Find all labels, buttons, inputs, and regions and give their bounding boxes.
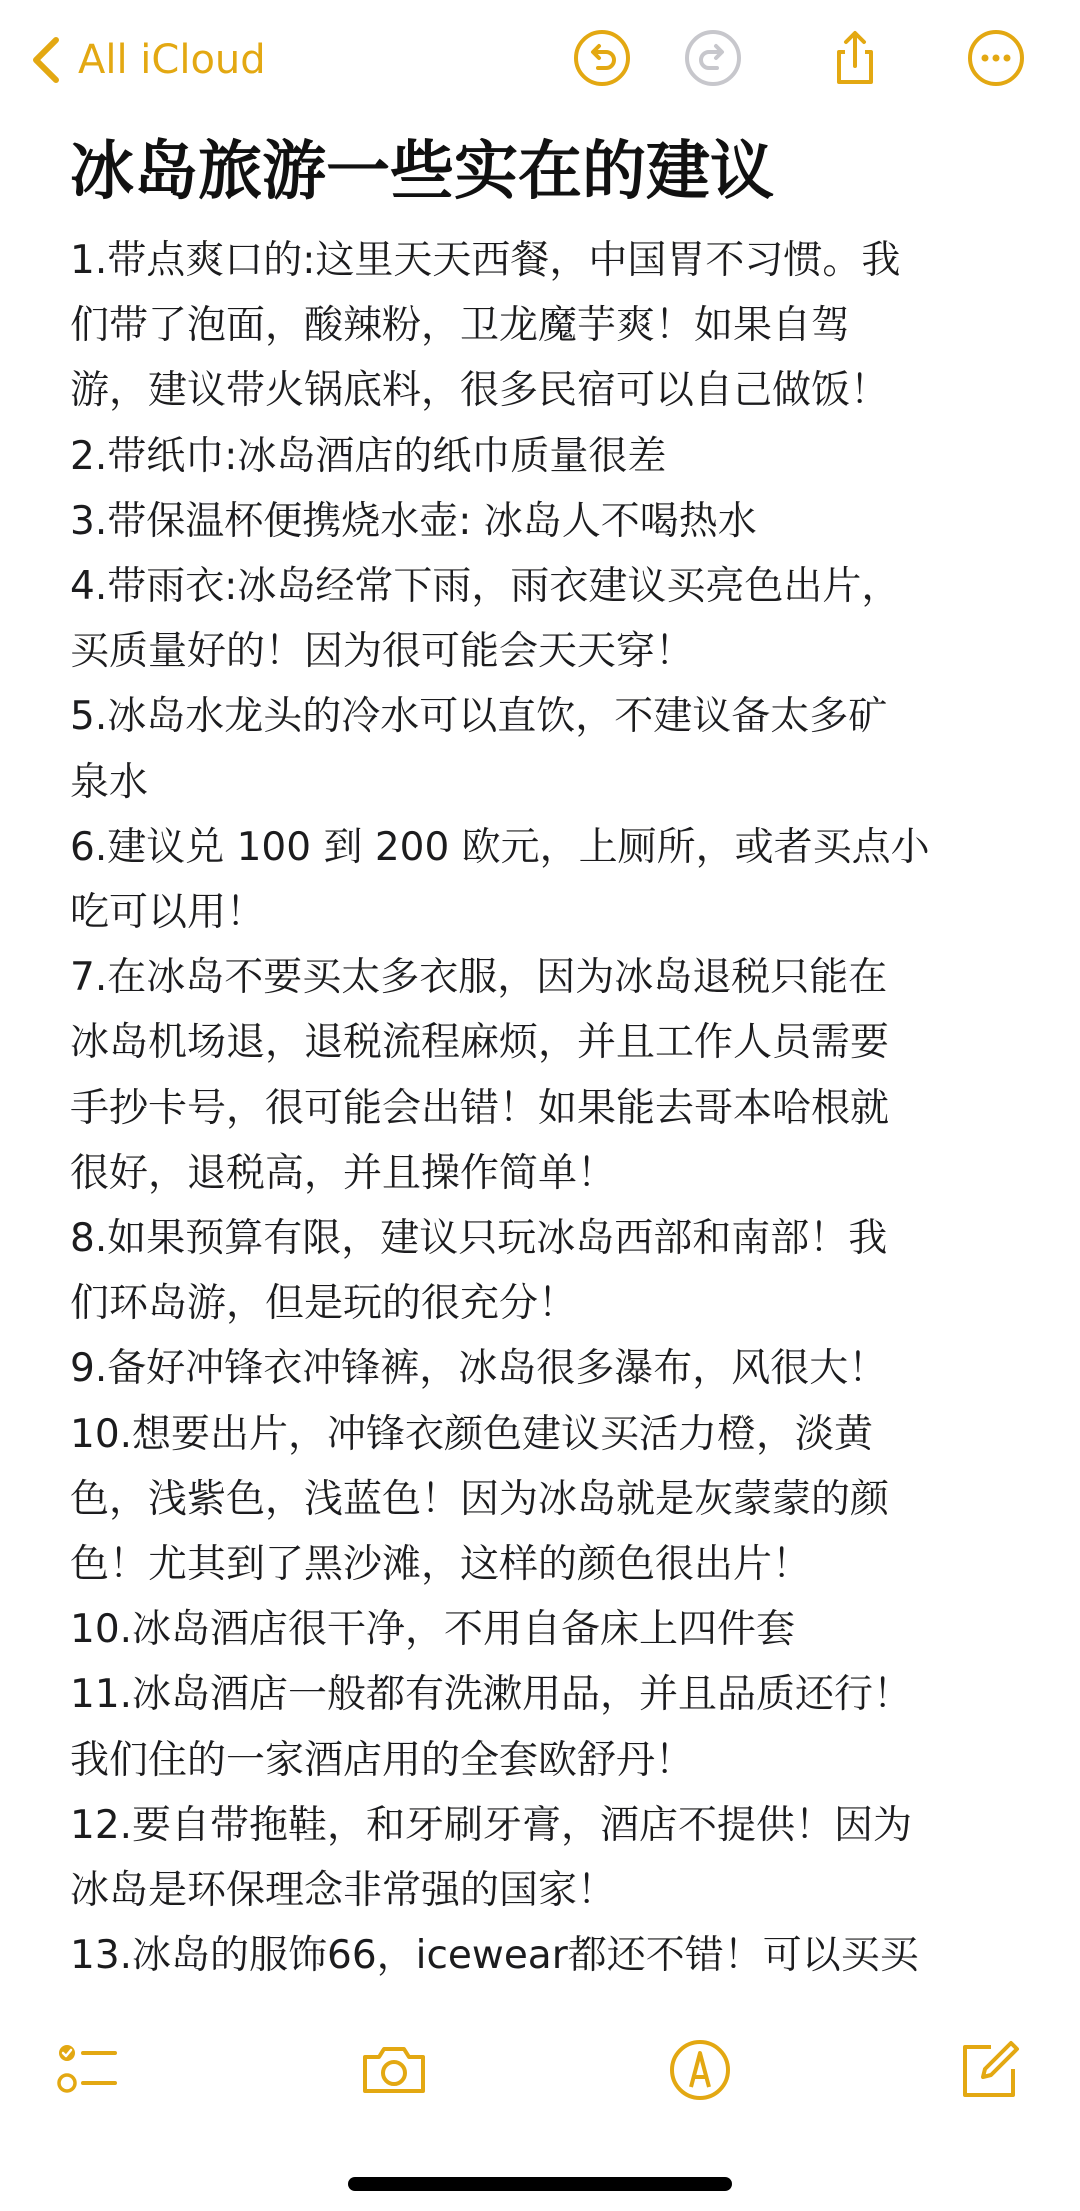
note-line: 买质量好的！因为很可能会天天穿！: [70, 629, 695, 675]
redo-button[interactable]: [683, 28, 743, 88]
bottom-toolbar: [0, 2030, 1080, 2130]
note-line: 10.想要出片，冲锋衣颜色建议买活力橙，淡黄: [70, 1411, 874, 1457]
note-line: 冰岛是环保理念非常强的国家！: [70, 1868, 617, 1914]
note-line: 6.建议兑 100 到 200 欧元，上厕所，或者买点小: [70, 824, 930, 870]
note-body[interactable]: [70, 228, 1030, 1988]
note-line: 冰岛机场退，退税流程麻烦，并且工作人员需要: [70, 1020, 890, 1066]
note-line: 8.如果预算有限，建议只玩冰岛西部和南部！我: [70, 1216, 888, 1262]
markup-icon: [665, 2035, 735, 2105]
note-line: 2.带纸巾:冰岛酒店的纸巾质量很差: [70, 433, 667, 479]
note-line: 们带了泡面，酸辣粉，卫龙魔芋爽！如果自驾: [70, 303, 851, 349]
note-line: 游，建议带火锅底料，很多民宿可以自己做饭！: [70, 368, 890, 414]
share-icon: [825, 28, 885, 88]
note-line: 手抄卡号，很可能会出错！如果能去哥本哈根就: [70, 1085, 890, 1131]
note-line: 吃可以用！: [70, 890, 266, 936]
note-line: 泉水: [70, 759, 149, 805]
checklist-button[interactable]: [48, 2030, 128, 2110]
navigation-bar: [0, 0, 1080, 120]
note-line: 色！尤其到了黑沙滩，这样的颜色很出片！: [70, 1542, 812, 1588]
chevron-left-icon: [28, 34, 64, 86]
camera-icon: [359, 2035, 429, 2105]
note-line: 11.冰岛酒店一般都有洗漱用品，并且品质还行！: [70, 1672, 913, 1718]
note-line: 7.在冰岛不要买太多衣服，因为冰岛退税只能在: [70, 955, 888, 1001]
note-line: 13.冰岛的服饰66，icewear都还不错！可以买买: [70, 1933, 919, 1979]
redo-icon: [683, 28, 743, 88]
note-line: 9.备好冲锋衣冲锋裤，冰岛很多瀑布，风很大！: [70, 1346, 888, 1392]
compose-icon: [955, 2035, 1025, 2105]
home-indicator[interactable]: [348, 2177, 732, 2191]
back-label: All iCloud: [78, 37, 266, 83]
checklist-icon: [53, 2035, 123, 2105]
compose-button[interactable]: [950, 2030, 1030, 2110]
back-button[interactable]: [28, 28, 266, 92]
note-line: 12.要自带拖鞋，和牙刷牙膏，酒店不提供！因为: [70, 1802, 913, 1848]
note-line: 很好，退税高，并且操作简单！: [70, 1150, 617, 1196]
note-line: 4.带雨衣:冰岛经常下雨，雨衣建议买亮色出片，: [70, 564, 901, 610]
note-line: 5.冰岛水龙头的冷水可以直饮，不建议备太多矿: [70, 694, 888, 740]
undo-button[interactable]: [572, 28, 632, 88]
share-button[interactable]: [825, 28, 885, 88]
undo-icon: [572, 28, 632, 88]
markup-button[interactable]: [660, 2030, 740, 2110]
note-title[interactable]: 冰岛旅游一些实在的建议: [70, 135, 774, 209]
note-line: 色，浅紫色，浅蓝色！因为冰岛就是灰蒙蒙的颜: [70, 1476, 890, 1522]
more-icon: [966, 28, 1026, 88]
note-line: 3.带保温杯便携烧水壶: 冰岛人不喝热水: [70, 498, 757, 544]
more-button[interactable]: [966, 28, 1026, 88]
note-line: 10.冰岛酒店很干净，不用自备床上四件套: [70, 1607, 796, 1653]
camera-button[interactable]: [354, 2030, 434, 2110]
note-line: 们环岛游，但是玩的很充分！: [70, 1281, 578, 1327]
note-content[interactable]: [70, 126, 1030, 1988]
note-line: 我们住的一家酒店用的全套欧舒丹！: [70, 1737, 695, 1783]
note-line: 1.带点爽口的:这里天天西餐，中国胃不习惯。我: [70, 238, 901, 283]
